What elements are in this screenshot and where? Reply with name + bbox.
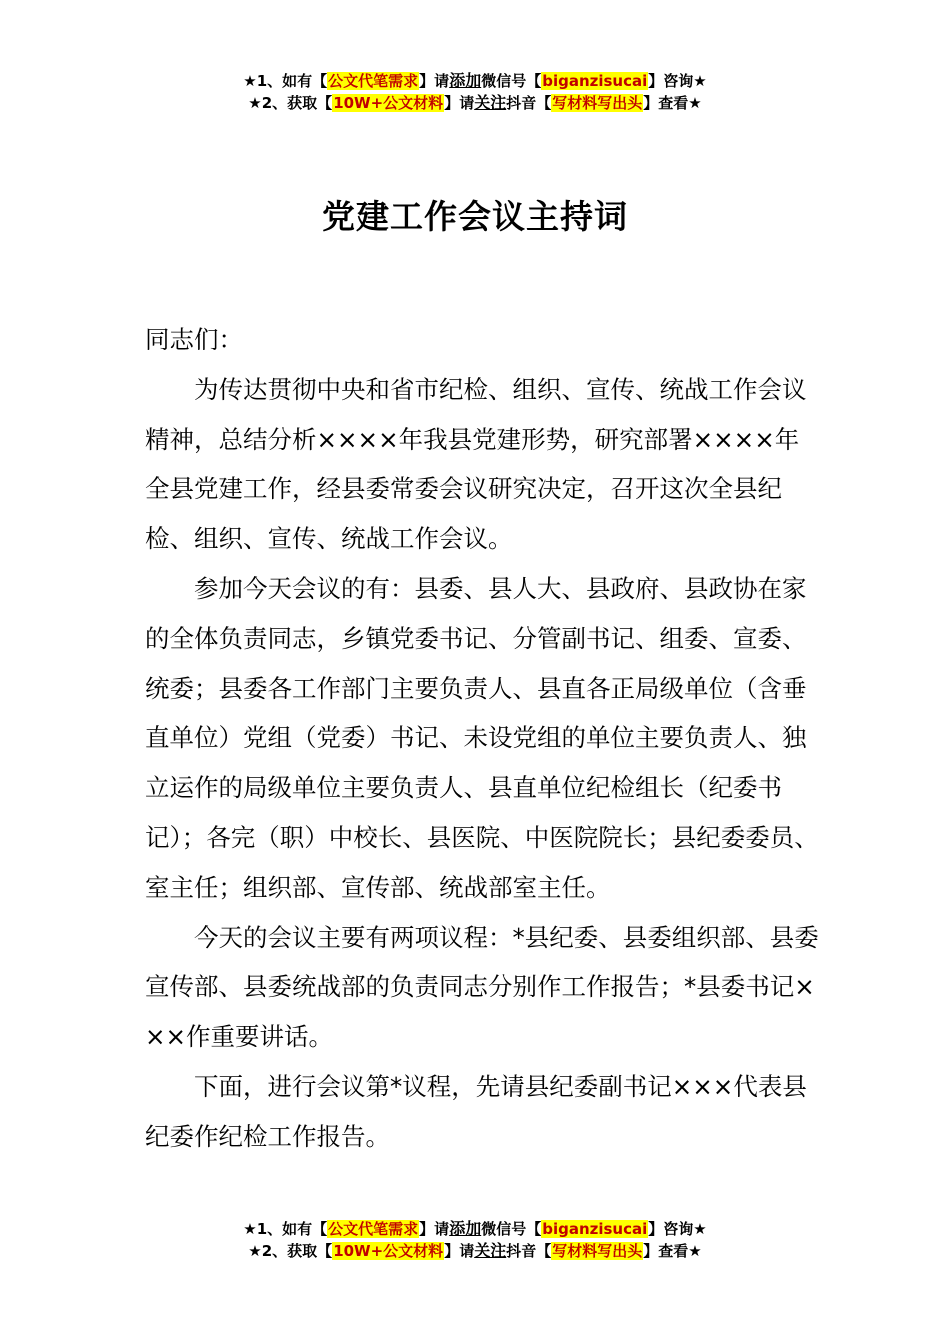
promo-emphasis: 添加 (449, 1219, 482, 1238)
promo-text: ★1、如有【 (243, 72, 328, 90)
promo-line-1 (0, 70, 950, 92)
promo-text: 微信号【 (481, 1220, 542, 1238)
promo-text: ★2、获取【 (248, 1242, 333, 1260)
promo-highlight: 10W+公文材料 (333, 94, 444, 112)
promo-text: 抖音【 (506, 94, 552, 112)
document-body (145, 315, 820, 1162)
promo-highlight: biganzisucai (542, 72, 648, 90)
promo-highlight: biganzisucai (542, 1220, 648, 1238)
promo-highlight: 公文代笔需求 (328, 72, 419, 90)
promo-text: 】查看★ (643, 94, 702, 112)
promo-line-2 (0, 1240, 950, 1262)
promo-text: 】咨询★ (648, 72, 707, 90)
promo-text: 】查看★ (643, 1242, 702, 1260)
promo-emphasis: 关注 (474, 93, 507, 112)
promo-highlight: 公文代笔需求 (328, 1220, 419, 1238)
paragraph-first-item: 下面，进行会议第*议程，先请县纪委副书记×××代表县纪委作纪检工作报告。 (145, 1071, 807, 1151)
promo-line-1 (0, 1218, 950, 1240)
promo-highlight: 写材料写出头 (552, 94, 643, 112)
promo-text: ★1、如有【 (243, 1220, 328, 1238)
paragraph-agenda: 今天的会议主要有两项议程：*县纪委、县委组织部、县委宣传部、县委统战部的负责同志分别作工作报告；*县委书记×××作重要讲话。 (145, 922, 819, 1052)
promo-text: ★2、获取【 (248, 94, 333, 112)
promo-highlight: 写材料写出头 (552, 1242, 643, 1260)
promo-text: 】请 (444, 1242, 475, 1260)
promo-banner-bottom (0, 1218, 950, 1262)
document-title: 党建工作会议主持词 (322, 197, 628, 236)
promo-banner-top (0, 70, 950, 114)
promo-text: 】请 (444, 94, 475, 112)
promo-emphasis: 添加 (449, 71, 482, 90)
promo-text: 】咨询★ (648, 1220, 707, 1238)
promo-line-2 (0, 92, 950, 114)
promo-emphasis: 关注 (474, 1241, 507, 1260)
promo-text: 抖音【 (506, 1242, 552, 1260)
promo-text: 】请 (419, 1220, 450, 1238)
promo-highlight: 10W+公文材料 (333, 1242, 444, 1260)
paragraph-attendees: 参加今天会议的有：县委、县人大、县政府、县政协在家的全体负责同志，乡镇党委书记、分管副书记、组委、宣委、统委；县委各工作部门主要负责人、县直各正局级单位（含垂直单位）党组（党委）书记、未设党组的单位主要负责人、独立运作的局级单位主要负责人、县直单位纪检组长（纪委书记）；各完（职）中校长、县医院、中医院院长；县纪委委员、室主任；组织部、宣传部、统战部室主任。 (145, 573, 819, 902)
promo-text: 】请 (419, 72, 450, 90)
salutation: 同志们： (145, 325, 243, 354)
paragraph-purpose: 为传达贯彻中央和省市纪检、组织、宣传、统战工作会议精神，总结分析××××年我县党建形势，研究部署××××年全县党建工作，经县委常委会议研究决定，召开这次全县纪检、组织、宣传、统战工作会议。 (145, 374, 807, 554)
promo-text: 微信号【 (481, 72, 542, 90)
